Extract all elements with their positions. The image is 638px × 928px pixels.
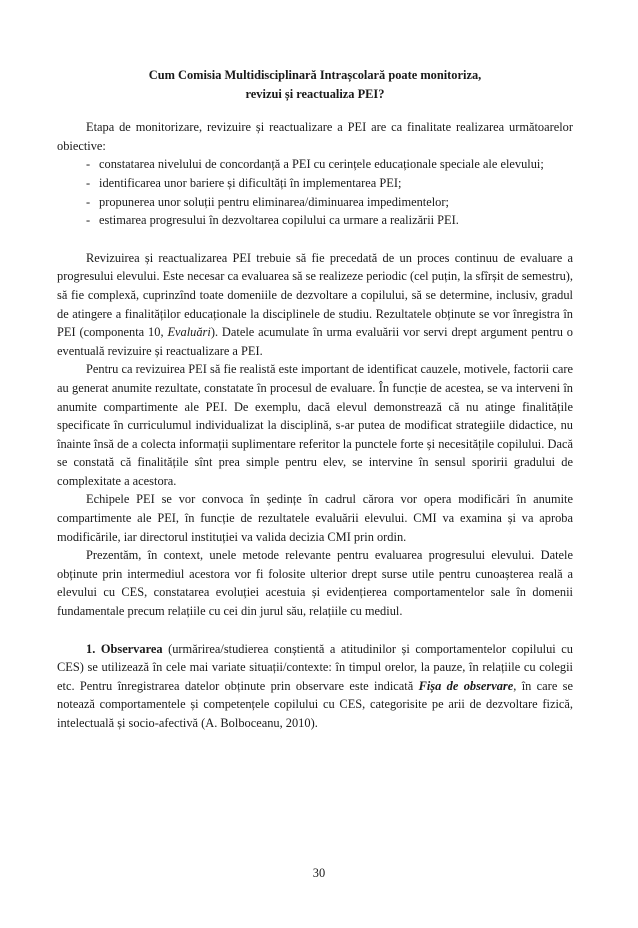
paragraph-pei-teams: Echipele PEI se vor convoca în ședințe în cadrul cărora vor opera modificări în anumite compartimente ale PEI, în funcție de rezultatele evaluării elevului. CMI va examina și va aproba modificările, iar directorul instituției va valida decizia CMI prin ordin. (57, 492, 573, 544)
paragraph-text: , în care se notează comportamentele și competențele copilului cu CES, categorisite pe arii de dezvoltare fizică, intelectuală și socio-afectivă (A. Bolboceanu, 2010). (57, 678, 573, 730)
paragraph-revision (57, 249, 573, 361)
list-item (57, 193, 573, 212)
objective-text: identificarea unor bariere și dificultăți în implementarea PEI; (99, 175, 402, 190)
paragraph-gap (57, 621, 573, 640)
component-name: Evaluări (167, 325, 211, 340)
intro-paragraph: Etapa de monitorizare, revizuire și reactualizare a PEI are ca finalitate realizarea următoarelor obiective: (57, 120, 573, 153)
title-line-1: Cum Comisia Multidisciplinară Intrașcolară poate monitoriza, (148, 68, 482, 82)
paragraph-observation (57, 640, 573, 733)
observation-sheet-term: Fișa de observare (418, 678, 514, 693)
list-item (57, 155, 573, 174)
paragraph-text: Revizuirea și reactualizarea PEI trebuie să fie precedată de un proces continuu de evaluare a progresului elevului. Este necesar ca evaluarea să se realizeze periodic (cel puțin, la sfîrșit de semestru), să fie complexă, cuprinzînd toate domeniile de dezvoltare a copilului, să se determine, inclusiv, gradul de atingere a finalităților educaționale la disciplinele de studiu. Rezultatele obținute se vor înregistra în PEI (componenta 10, (57, 250, 573, 340)
objectives-list (57, 155, 573, 229)
dash-bullet: - (86, 194, 91, 209)
title-line-2: revizui și reactualiza PEI? (245, 86, 385, 101)
list-item (57, 211, 573, 230)
dash-bullet: - (86, 213, 91, 228)
paragraph-gap (57, 230, 573, 249)
paragraph-methods: Prezentăm, în context, unele metode relevante pentru evaluarea progresului elevului. Datele obținute prin intermediul acestora vor fi folosite ulterior drept surse utile pentru cunoașterea reală a elevului cu CES, constatarea evoluției acestuia și evidențierea comportamentelor sale în domenii fundamentale precum relațiile cu cei din jurul său, relațiile cu mediul. (57, 548, 573, 619)
method-heading: 1. Observarea (86, 641, 163, 656)
objective-text: propunerea unor soluții pentru eliminarea/diminuarea impedimentelor; (99, 194, 449, 209)
list-item (57, 174, 573, 193)
paragraph-text: ). Datele acumulate în urma evaluării vor servi drept argument pentru o eventuală revizuire și reactualizare a PEI. (57, 325, 573, 358)
page-number: 30 (312, 866, 326, 880)
objective-text: estimarea progresului în dezvoltarea copilului ca urmare a realizării PEI. (99, 213, 459, 228)
page-content (57, 66, 573, 733)
section-title (57, 66, 573, 103)
objective-text: constatarea nivelului de concordanță a PEI cu cerințele educaționale speciale ale elevului; (99, 157, 544, 172)
dash-bullet: - (86, 157, 91, 172)
paragraph-realistic-revision: Pentru ca revizuirea PEI să fie realistă este important de identificat cauzele, motivele, factorii care au generat anumite rezultate, constatate în procesul de evaluare. În funcție de acestea, se va interveni în anumite compartimente ale PEI. De exemplu, dacă elevul demonstrează că nu atinge finalitățile specificate în curriculumul individualizat la disciplină, s-ar putea de modificat strategiile didactice, nu înainte însă de a colecta informații suplimentare referitor la punctele forte și necesitățile copilului. Dacă se constată că finalitățile sînt prea simple pentru elev, se intervine în sensul sporirii gradului de complexitate a acestora. (57, 362, 573, 488)
paragraph-text: (urmărirea/studierea conștientă a atitudinilor și comportamentelor copilului cu CES) se utilizează în cele mai variate situații/contexte: în timpul orelor, la pauze, în relațiile cu colegii etc. Pentru înregistrarea datelor obținute prin observare este indicată (57, 641, 573, 693)
dash-bullet: - (86, 175, 91, 190)
